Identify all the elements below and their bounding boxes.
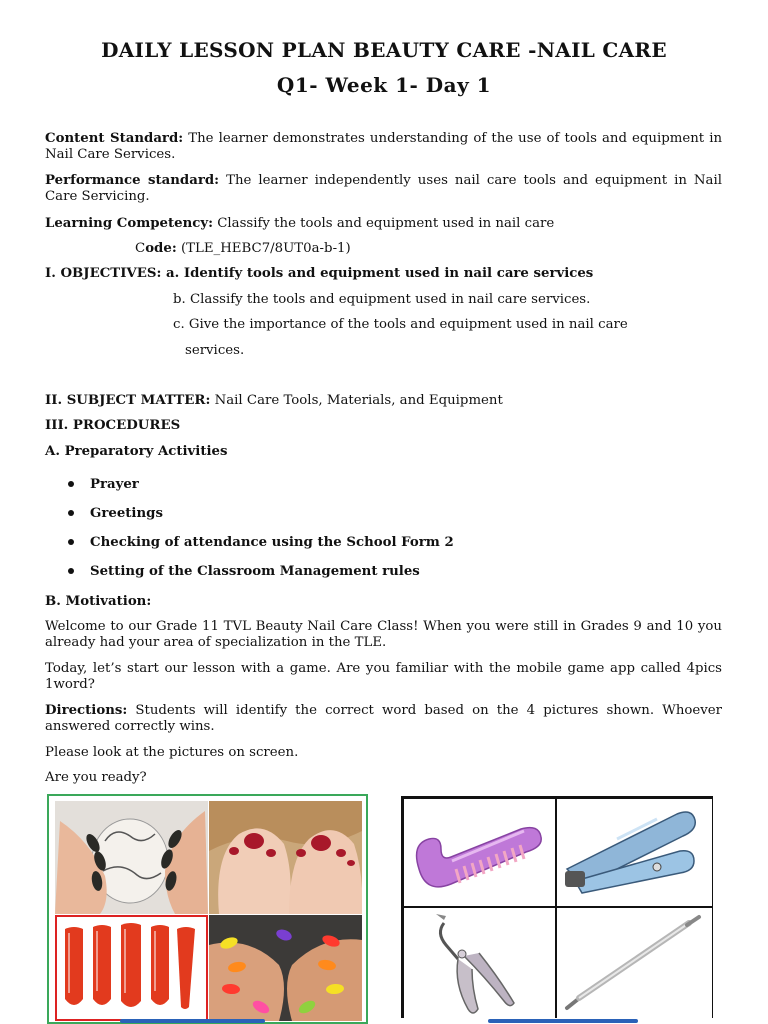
- cuticle-pusher-image: [557, 908, 712, 1018]
- ready-paragraph: Are you ready?: [45, 770, 147, 785]
- title-line-1: DAILY LESSON PLAN BEAUTY CARE -NAIL CARE: [101, 38, 667, 62]
- left-caption-bar: [120, 1019, 265, 1023]
- objective-a: a. Identify tools and equipment used in nail care services: [166, 266, 594, 281]
- directions-text: Students will identify the correct word based on the 4 pictures shown. Whoever answered correctly wins.: [45, 703, 722, 734]
- performance-standard: [45, 173, 722, 205]
- dark-nails-hands-image: [55, 801, 208, 914]
- objectives-label: I. OBJECTIVES:: [45, 266, 162, 281]
- directions-label: Directions:: [45, 703, 128, 718]
- objectives-a-line: [45, 266, 593, 282]
- colorful-nails-image: [209, 915, 362, 1021]
- bullet-item: [68, 564, 420, 579]
- right-caption-bar: [488, 1019, 638, 1023]
- motivation-heading: B. Motivation:: [45, 594, 152, 609]
- red-pedicure-feet-image: [209, 801, 362, 914]
- bullet-item: [68, 506, 163, 521]
- content-standard-text: The learner demonstrates understanding of the use of tools and equipment in Nail Care Services.: [45, 131, 723, 162]
- today-paragraph: Today, let’s start our lesson with a game. Are you familiar with the mobile game app called 4pics 1word?: [45, 661, 722, 692]
- bullet-dot: [68, 568, 74, 574]
- code-text: (TLE_HEBC7/8UT0a-b-1): [176, 241, 351, 256]
- bullet-item: [68, 535, 454, 550]
- nail-clipper-image: [557, 799, 712, 906]
- bullet-dot: [68, 539, 74, 545]
- content-standard-label: Content Standard:: [45, 131, 184, 146]
- directions-paragraph: [45, 703, 722, 735]
- learning-competency: [45, 216, 554, 232]
- bullet-text: Checking of attendance using the School Form 2: [90, 535, 454, 550]
- content-standard: [45, 131, 722, 163]
- bullet-item: [68, 477, 139, 492]
- learning-competency-text: Classify the tools and equipment used in nail care: [213, 216, 555, 231]
- four-pics-tools-grid: [401, 796, 713, 1018]
- subject-matter-label: II. SUBJECT MATTER:: [45, 393, 211, 408]
- four-pics-nails-grid: [47, 794, 368, 1024]
- objective-c-line2: services.: [185, 343, 245, 358]
- code-line: [135, 241, 351, 257]
- performance-standard-label: Performance standard:: [45, 173, 220, 188]
- title-line-2: Q1- Week 1- Day 1: [276, 73, 492, 97]
- bullet-dot: [68, 481, 74, 487]
- learning-competency-label: Learning Competency:: [45, 216, 214, 231]
- bullet-dot: [68, 510, 74, 516]
- code-label-prefix: C: [135, 241, 146, 256]
- bullet-text: Prayer: [90, 477, 139, 492]
- subject-matter-text: Nail Care Tools, Materials, and Equipment: [210, 393, 503, 408]
- subject-matter: [45, 393, 503, 409]
- preparatory-heading: A. Preparatory Activities: [45, 444, 228, 459]
- objective-b: b. Classify the tools and equipment used in nail care services.: [173, 292, 591, 307]
- code-label: ode:: [145, 241, 177, 256]
- nail-brush-image: [404, 799, 555, 906]
- cuticle-nipper-image: [404, 908, 555, 1018]
- bullet-text: Greetings: [90, 506, 163, 521]
- welcome-paragraph: Welcome to our Grade 11 TVL Beauty Nail Care Class! When you were still in Grades 9 and 10 you already had your area of specialization in the TLE.: [45, 619, 722, 650]
- red-nail-tips-image: [55, 915, 208, 1021]
- performance-standard-text: The learner independently uses nail care tools and equipment in Nail Care Servicing.: [45, 173, 722, 204]
- bullet-text: Setting of the Classroom Management rules: [90, 564, 420, 579]
- look-paragraph: Please look at the pictures on screen.: [45, 745, 299, 760]
- objective-c-line1: c. Give the importance of the tools and equipment used in nail care: [173, 317, 628, 332]
- procedures-heading: III. PROCEDURES: [45, 418, 181, 433]
